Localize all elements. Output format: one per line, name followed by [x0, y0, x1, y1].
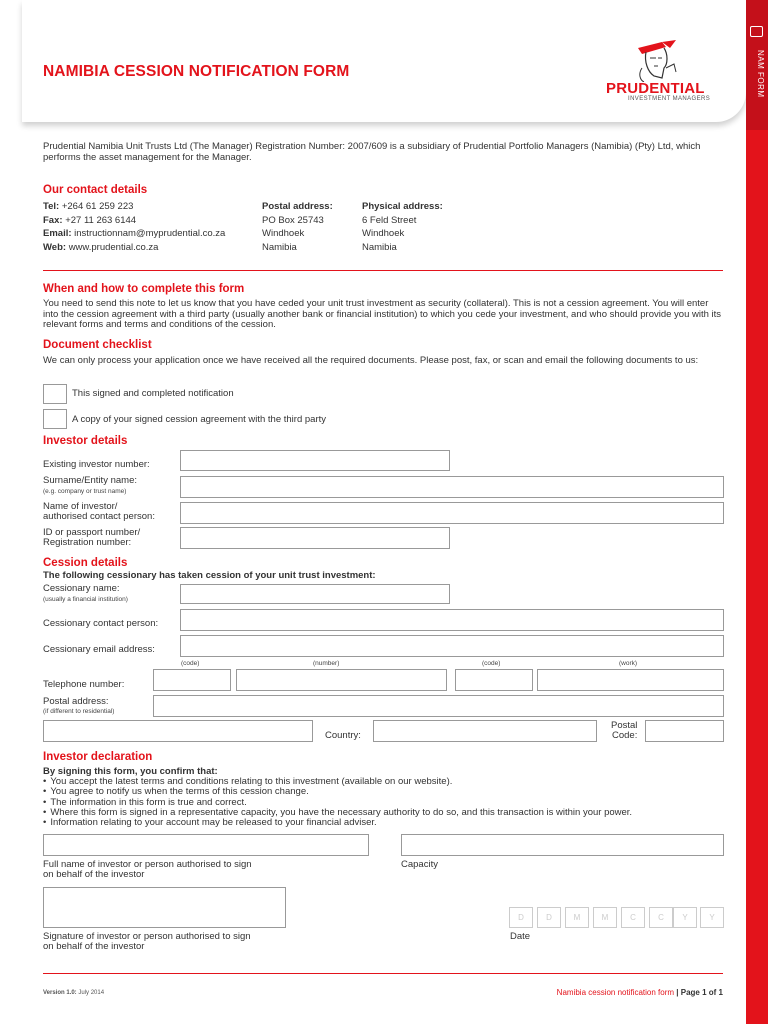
declaration-item: • You agree to notify us when the terms of this cession change.: [43, 787, 632, 797]
existing-investor-label: Existing investor number:: [43, 459, 150, 470]
footer-form-name: Namibia cession notification form | Page 1 of 1: [556, 988, 723, 997]
investor-name-field[interactable]: [180, 502, 724, 524]
date-box-day[interactable]: D: [509, 907, 533, 928]
contact-heading: Our contact details: [43, 184, 148, 196]
cession-subheading: The following cessionary has taken cession of your unit trust investment:: [43, 570, 376, 581]
cessionary-contact-field[interactable]: [180, 609, 724, 631]
declaration-list: [43, 777, 632, 828]
telephone-number-field[interactable]: [236, 669, 447, 691]
postal-line: Namibia: [262, 242, 297, 253]
country-field[interactable]: [373, 720, 597, 742]
name-label: Name of investor/: [43, 501, 118, 512]
version-info: Version 1.0: July 2014: [43, 990, 105, 996]
cession-heading: Cession details: [43, 557, 128, 569]
capacity-label: Capacity: [401, 859, 438, 870]
postal-address-label: Postal address:: [43, 696, 109, 707]
surname-note: (e.g. company or trust name): [43, 488, 127, 495]
physical-label: Physical address:: [362, 201, 443, 212]
cessionary-email-label: Cessionary email address:: [43, 644, 155, 655]
cessionary-email-field[interactable]: [180, 635, 724, 657]
postal-address-line2-field[interactable]: [43, 720, 313, 742]
signature-label: Signature of investor or person authorised to sign: [43, 931, 251, 942]
when-how-text: You need to send this note to let us know that you have ceded your unit trust investment as security (collateral). This is not a cession agreement. You will enter into the cession agreement with a third party (usually another bank or financial institution) to which you cede your investment, and who should provide you with its relevant forms and terms and conditions of the cession.: [43, 298, 722, 330]
capacity-field[interactable]: [401, 834, 724, 856]
postal-address-note: (if different to residential): [43, 708, 115, 715]
telephone-code-field[interactable]: [153, 669, 231, 691]
full-name-label: on behalf of the investor: [43, 869, 145, 880]
date-box-century[interactable]: C: [621, 907, 645, 928]
contact-tel: Tel: +264 61 259 223: [43, 201, 134, 212]
name-label: authorised contact person:: [43, 511, 155, 522]
logo-name: PRUDENTIAL: [606, 80, 705, 97]
surname-label: Surname/Entity name:: [43, 475, 137, 486]
id-number-field[interactable]: [180, 527, 450, 549]
id-label: ID or passport number/: [43, 527, 141, 538]
page-title: NAMIBIA CESSION NOTIFICATION FORM: [43, 63, 350, 80]
checklist-item-label: A copy of your signed cession agreement with the third party: [72, 414, 326, 425]
work-code-field[interactable]: [455, 669, 533, 691]
declaration-heading: Investor declaration: [43, 751, 153, 763]
side-bar: [746, 0, 768, 1024]
divider: [43, 973, 723, 974]
checklist-checkbox-cession-agreement[interactable]: [43, 409, 67, 429]
work-number-field[interactable]: [537, 669, 724, 691]
date-box-year[interactable]: Y: [700, 907, 724, 928]
id-label: Registration number:: [43, 537, 132, 548]
contact-web: Web: www.prudential.co.za: [43, 242, 159, 253]
cessionary-name-field[interactable]: [180, 584, 450, 604]
cessionary-name-note: (usually a financial institution): [43, 596, 128, 603]
full-name-label: Full name of investor or person authorised to sign: [43, 859, 252, 870]
postal-address-field[interactable]: [153, 695, 724, 717]
intro-text: Prudential Namibia Unit Trusts Ltd (The Manager) Registration Number: 2007/609 is a subsidiary of Prudential Portfolio Managers (Namibia) (Pty) Ltd, which performs the asset management for the Manager.: [43, 141, 701, 163]
checklist-heading: Document checklist: [43, 339, 152, 351]
declaration-item: • The information in this form is true and correct.: [43, 798, 632, 808]
prudential-logo-figure-icon: [632, 38, 682, 82]
date-box-year[interactable]: Y: [673, 907, 697, 928]
date-label: Date: [510, 931, 531, 942]
cessionary-name-label: Cessionary name:: [43, 583, 120, 594]
existing-investor-field[interactable]: [180, 450, 450, 471]
surname-field[interactable]: [180, 476, 724, 498]
postal-line: PO Box 25743: [262, 215, 324, 226]
postal-code-label: Code:: [612, 730, 638, 741]
logo-subtitle: INVESTMENT MANAGERS: [628, 96, 711, 102]
when-how-heading: When and how to complete this form: [43, 283, 245, 295]
contact-email: Email: instructionnam@myprudential.co.za: [43, 228, 226, 239]
date-box-month[interactable]: M: [565, 907, 589, 928]
side-tab-label: NAM FORM: [756, 50, 765, 98]
investor-heading: Investor details: [43, 435, 128, 447]
cessionary-contact-label: Cessionary contact person:: [43, 618, 159, 629]
contact-fax: Fax: +27 11 263 6144: [43, 215, 137, 226]
date-box-day[interactable]: D: [537, 907, 561, 928]
tel-number-caption: (number): [313, 660, 340, 667]
checklist-item-label: This signed and completed notification: [72, 388, 234, 399]
postal-code-field[interactable]: [645, 720, 724, 742]
declaration-item: • You accept the latest terms and conditions relating to this investment (available on our website).: [43, 777, 632, 787]
divider: [43, 270, 723, 271]
declaration-item: • Where this form is signed in a representative capacity, you have the necessary authority to do so, and this transaction is within your power.: [43, 808, 632, 818]
postal-line: Windhoek: [262, 228, 305, 239]
date-box-century[interactable]: C: [649, 907, 673, 928]
declaration-item: • Information relating to your account may be released to your financial adviser.: [43, 818, 632, 828]
physical-line: Windhoek: [362, 228, 405, 239]
date-box-month[interactable]: M: [593, 907, 617, 928]
tel-work-caption: (work): [619, 660, 638, 667]
signature-field[interactable]: [43, 887, 286, 928]
physical-line: Namibia: [362, 242, 397, 253]
document-icon: [750, 26, 763, 37]
tel-code-caption: (code): [482, 660, 501, 667]
checklist-text: We can only process your application once we have received all the required documents. Please post, fax, or scan and email the following documents to us:: [43, 355, 699, 366]
tel-code-caption: (code): [181, 660, 200, 667]
declaration-intro: By signing this form, you confirm that:: [43, 766, 218, 777]
postal-code-label: Postal: [611, 720, 638, 731]
full-name-field[interactable]: [43, 834, 369, 856]
physical-line: 6 Feld Street: [362, 215, 417, 226]
telephone-label: Telephone number:: [43, 679, 125, 690]
checklist-checkbox-notification[interactable]: [43, 384, 67, 404]
country-label: Country:: [325, 730, 361, 741]
postal-label: Postal address:: [262, 201, 333, 212]
signature-label: on behalf of the investor: [43, 941, 145, 952]
